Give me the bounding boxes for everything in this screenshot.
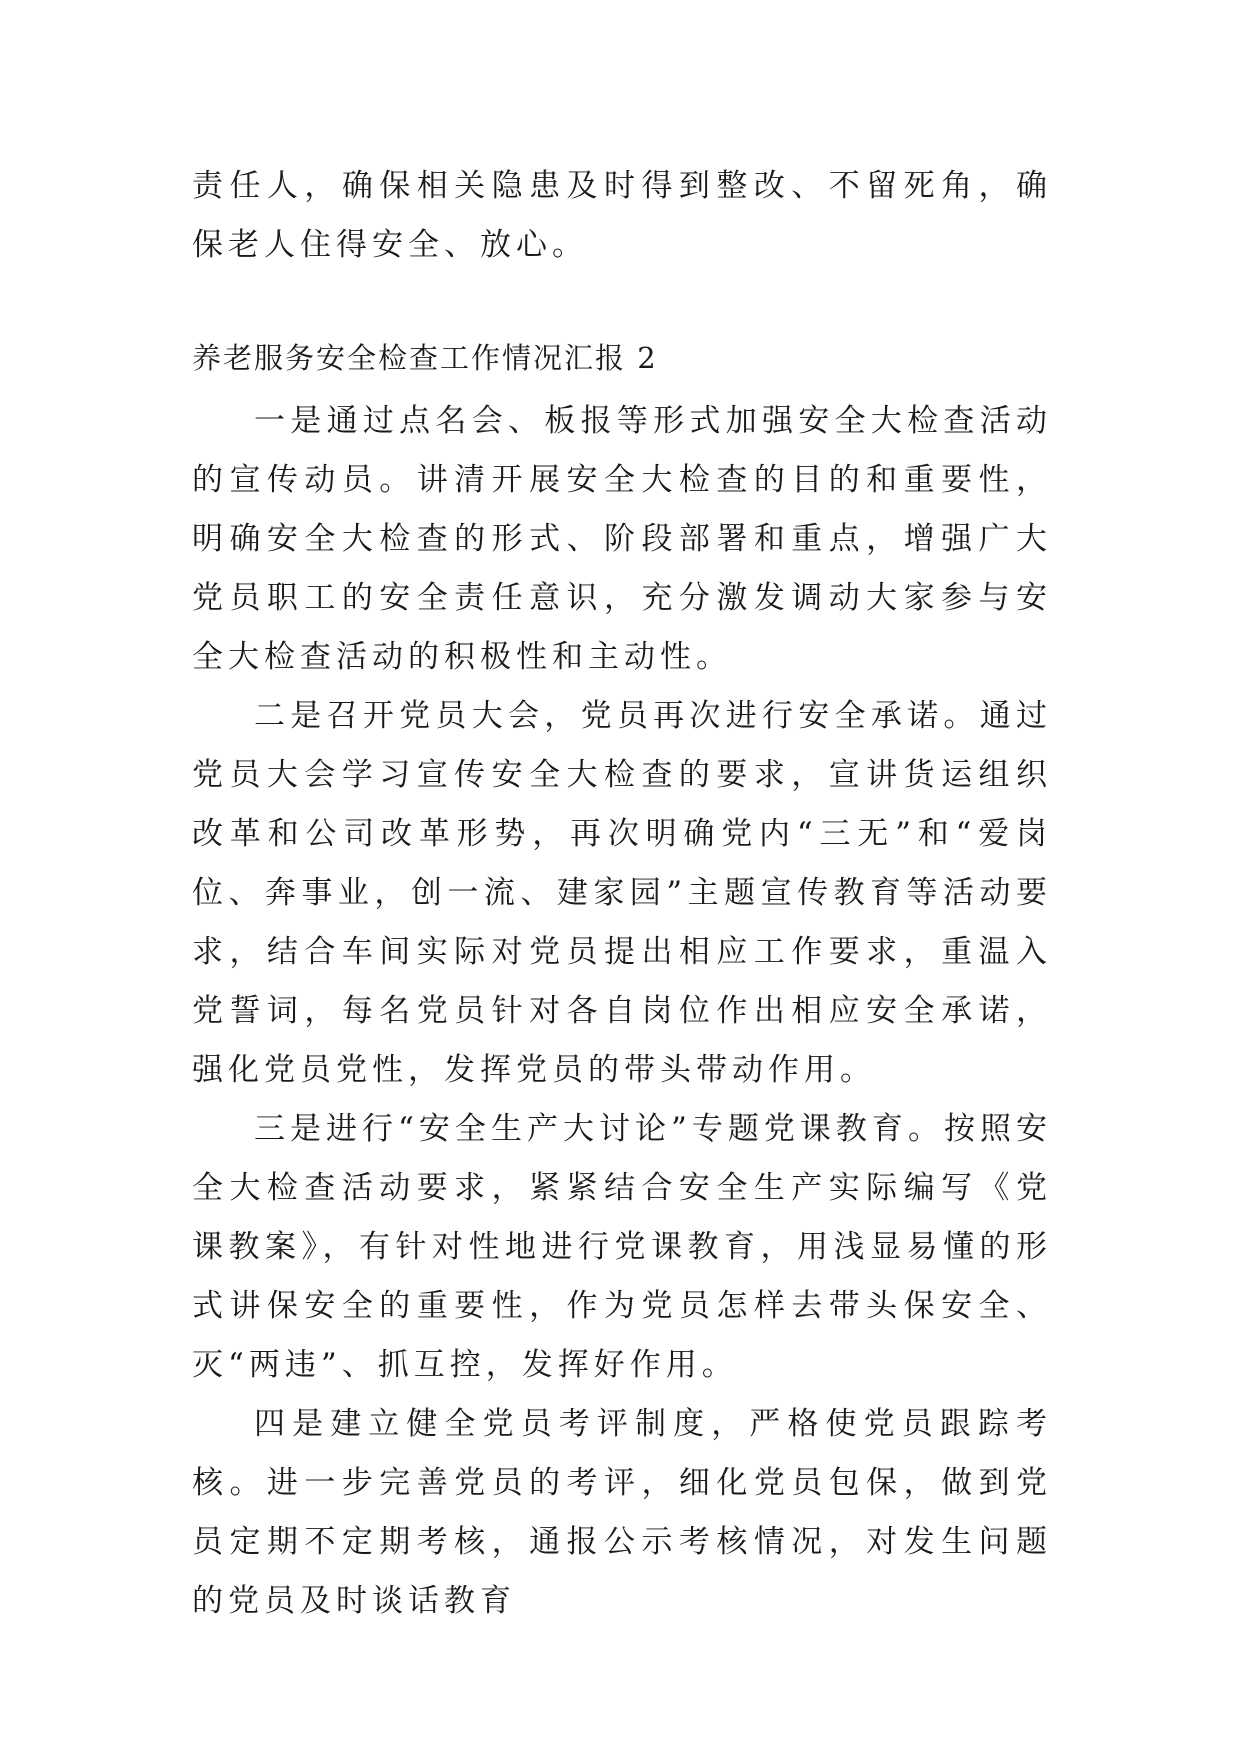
paragraph-2: 二是召开党员大会，党员再次进行安全承诺。通过党员大会学习宣传安全大检查的要求，宣讲货运组织改革和公司改革形势，再次明确党内“三无”和“爱岗位、奔事业，创一流、建家园”主题宣传教育等活动要求，结合车间实际对党员提出相应工作要求，重温入党誓词，每名党员针对各自岗位作出相应安全承诺，强化党员党性，发挥党员的带头带动作用。 [192,698,1052,1088]
continuation-text [192,157,1052,275]
paragraph-4: 四是建立健全党员考评制度，严格使党员跟踪考核。进一步完善党员的考评，细化党员包保，做到党员定期不定期考核，通报公示考核情况，对发生问题的党员及时谈话教育 [192,1406,1052,1619]
paragraph-3: 三是进行“安全生产大讨论”专题党课教育。按照安全大检查活动要求，紧紧结合安全生产实际编写《党课教案》，有针对性地进行党课教育，用浅显易懂的形式讲保安全的重要性，作为党员怎样去带头保安全、灭“两违”、抓互控，发挥好作用。 [192,1111,1052,1383]
section-heading: 养老服务安全检查工作情况汇报 2 [192,341,658,375]
paragraph-1: 一是通过点名会、板报等形式加强安全大检查活动的宣传动员。讲清开展安全大检查的目的和重要性，明确安全大检查的形式、阶段部署和重点，增强广大党员职工的安全责任意识，充分激发调动大家参与安全大检查活动的积极性和主动性。 [192,403,1052,675]
continuation-paragraph: 责任人，确保相关隐患及时得到整改、不留死角，确保老人住得安全、放心。 [192,168,1052,263]
body-text [192,392,1052,1631]
